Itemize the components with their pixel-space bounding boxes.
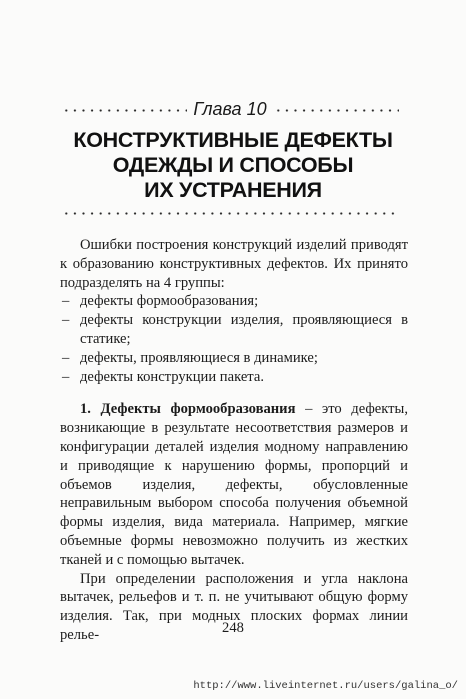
list-dash: –: [62, 293, 70, 310]
list-item: [60, 368, 408, 387]
section-1-term: 1. Дефекты формообразования: [80, 401, 296, 418]
watermark-url: http://www.liveinternet.ru/users/galina_o/: [193, 680, 458, 692]
section-1-paragraph: [60, 400, 408, 569]
list-dash: –: [62, 312, 70, 329]
list-item: [60, 292, 408, 311]
paragraph-2: При определении расположения и угла наклона вытачек, рельефов и т. п. не учитывают общую форму изделия. Так, при модных плоских формах линии релье-: [60, 570, 408, 643]
body-text: [60, 236, 408, 645]
list-item-text: дефекты, проявляющиеся в динамике;: [80, 349, 318, 366]
dotted-rule-left: [62, 109, 187, 112]
list-item-text: дефекты конструкции изделия, проявляющиеся в статике;: [80, 312, 408, 347]
title-line: КОНСТРУКТИВНЫЕ ДЕФЕКТЫ: [73, 128, 393, 152]
title-line: ИХ УСТРАНЕНИЯ: [144, 178, 322, 202]
list-item-text: дефекты формообразования;: [80, 293, 259, 310]
chapter-heading-row: [0, 93, 466, 123]
dotted-rule-bottom: [62, 212, 400, 215]
intro-paragraph: Ошибки построения конструкций изделий приводят к образованию конструктивных дефектов. Их принято подразделять на 4 группы:: [60, 237, 408, 291]
list-item-text: дефекты конструкции пакета.: [80, 368, 264, 385]
defect-group-list: [60, 292, 408, 386]
title-line: ОДЕЖДЫ И СПОСОБЫ: [112, 153, 354, 177]
list-dash: –: [62, 349, 70, 366]
chapter-title: [60, 128, 406, 203]
list-item: [60, 349, 408, 368]
dotted-rule-right: [274, 109, 399, 112]
list-item: [60, 311, 408, 349]
chapter-label: Глава 10: [193, 99, 267, 119]
section-1-text: – это дефекты, возникающие в результате несоответствия размеров и конфигурации деталей изделия модному направлению и приводящие к нарушению формы, пропорций и объемов изделия, дефекты, обусловленные неправильным выбором способа получения объемной формы изделия, вида материала. Например, мягкие объемные формы невозможно получить из жестких тканей и с помощью вытачек.: [60, 401, 409, 568]
paragraph-gap: [60, 386, 408, 400]
list-dash: –: [62, 368, 70, 385]
page-number: 248: [222, 620, 244, 636]
